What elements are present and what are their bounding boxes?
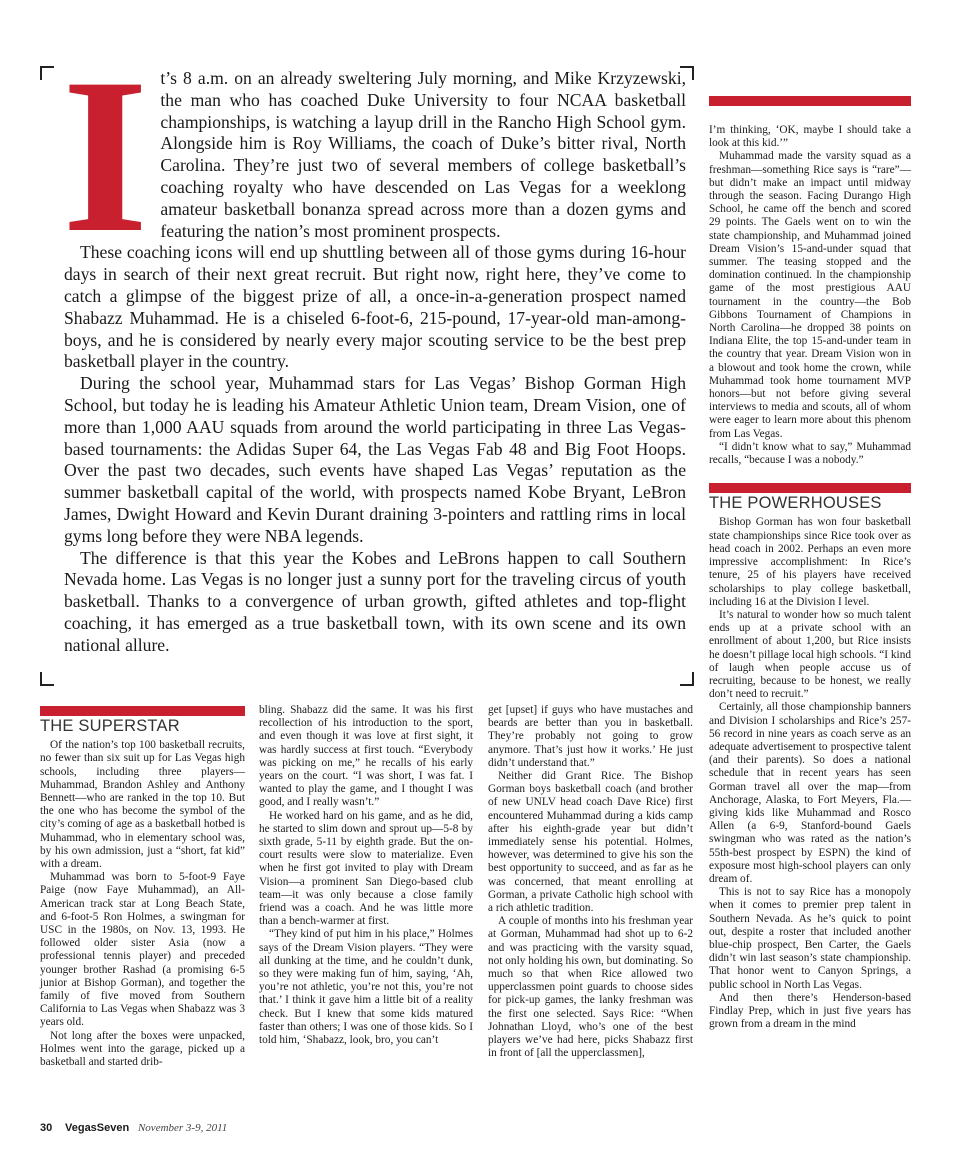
paragraph: And then there’s Henderson-based Findlay Prep, which in just five years has grown from a dream in the mind <box>709 991 911 1031</box>
frame-corner <box>680 672 694 686</box>
column-superstar <box>40 706 245 1069</box>
paragraph: Certainly, all those championship banners and Division I scholarships and Rice’s 257-56 record in nine years as coach serve as an adequate advertisement to prospective talent (and their parents). So does a national schedule that in recent years has seen Gorman travel all over the map—from Anchorage, Alaska, to Fort Meyers, Fla.—giving kids like Muhammad and Rosco Allen (a 6-9, Stanford-bound Gaels swingman who was rated as the nation’s 55th-best prospect by ESPN) the kind of exposure most high-school players can only dream of. <box>709 701 911 885</box>
paragraph: I’m thinking, ‘OK, maybe I should take a look at this kid.’” <box>709 124 911 150</box>
section-heading: THE POWERHOUSES <box>709 494 882 513</box>
page-footer <box>40 1122 227 1134</box>
column-two <box>259 704 473 1047</box>
issue-date: November 3-9, 2011 <box>137 1122 228 1134</box>
page-number: 30 <box>40 1122 53 1134</box>
paragraph: Bishop Gorman has won four basketball state championships since Rice took over as head coach in 2002. Perhaps an even more impressive accomplishment: In Rice’s tenure, 25 of his players have received scholarships to play college basketball, including 16 at the Division I level. <box>709 516 911 608</box>
lead-paragraph: These coaching icons will end up shuttling between all of those gyms during 16-hour days in search of their next great recruit. But right now, right here, they’ve come to catch a glimpse of the biggest prize of all, a once-in-a-generation prospect named Shabazz Muhammad. He is a chiseled 6-foot-6, 215-pound, 17-year-old man-among-boys, and he is considered by nearly every major scouting service to be the best prep basketball player in the country. <box>64 242 686 372</box>
paragraph: “They kind of put him in his place,” Holmes says of the Dream Vision players. “They were all dunking at the time, and he couldn’t dunk, so they were making fun of him, saying, ‘Ah, you’re not athletic, you’re not this, you’re not that.’ I think it gave him a little bit of a reality check. But I knew that some kids matured faster than others; I was one of those kids. So I told him, ‘Shabazz, look, bro, you can’t <box>259 928 473 1047</box>
lead-paragraph: The difference is that this year the Kobes and LeBrons happen to call Southern Nevada home. Las Vegas is no longer just a sunny port for the traveling circus of youth basketball. Thanks to a convergence of urban growth, gifted athletes and top-flight coaching, it has emerged as a true basketball town, with its own scene and its own national allure. <box>64 547 686 655</box>
paragraph: Neither did Grant Rice. The Bishop Gorman boys basketball coach (and brother of new UNLV head coach Dave Rice) first encountered Muhammad during a kids camp after his eighth-grade year but didn’t immediately sense his potential. Holmes, however, was determined to give his son the best opportunity to succeed, and as far as he was concerned, that meant enrolling at Gorman, a private Catholic high school with a rich athletic tradition. <box>488 770 693 915</box>
lead-paragraph: During the school year, Muhammad stars for Las Vegas’ Bishop Gorman High School, but today he is leading his Amateur Athletic Union team, Dream Vision, one of more than 1,000 AAU squads from around the world participating in three Las Vegas-based tournaments: the Adidas Super 64, the Las Vegas Fab 48 and Big Foot Hoops. Over the past two decades, such events have shaped Las Vegas’ reputation as the summer basketball capital of the world, with prospects named Kobe Bryant, LeBron James, Dwight Howard and Kevin Durant draining 3-pointers and rattling rims in local gyms long before they were NBA legends. <box>64 373 686 546</box>
lead-paragraph: t’s 8 a.m. on an already sweltering July morning, and Mike Krzyzewski, the man who has coached Duke University to four NCAA basketball championships, is watching a layup drill in the Rancho High School gym. Alongside him is Roy Williams, the coach of Duke’s bitter rival, North Carolina. They’re just two of several members of college basketball’s coaching royalty who have descended on Las Vegas for a weeklong amateur basketball bonanza spread across more than a dozen gyms and featuring the nation’s most prominent prospects. <box>160 68 686 241</box>
lead-text <box>62 33 686 657</box>
section-bar <box>709 96 911 106</box>
magazine-name: VegasSeven <box>65 1122 130 1134</box>
paragraph: Muhammad made the varsity squad as a freshman—something Rice says is “rare”—but didn’t make an impact until midway through the season. Facing Durango High School, he came off the bench and scored 29 points. The Gaels went on to win the state championship, and Muhammad joined Dream Vision’s 15-and-under squad that summer. The teasing stopped and the domination continued. In the championship game of the most prestigious AAU tournament in the country—the Bob Gibbons Tournament of Champions in North Carolina—he dropped 38 points on Indiana Elite, the top 15-and-under team in the country that year. Dream Vision won in a blowout and took home the crown, while Muhammad took home tournament MVP honors—but not before giving several interviews to media and scouts, all of whom were eager to learn more about this phenom from Las Vegas. <box>709 150 911 440</box>
drop-cap: I <box>62 33 149 279</box>
frame-corner <box>40 66 54 80</box>
paragraph: “I didn’t know what to say,” Muhammad recalls, “because I was a nobody.” <box>709 440 911 467</box>
section-bar <box>40 706 245 716</box>
paragraph: bling. Shabazz did the same. It was his first recollection of his introduction to the sport, and even though it was love at first sight, it was hardly success at first touch. “Everybody was picking on me,” he recalls of his early years on the court. “I was short, I was fat. I wanted to play the game, and I thought I was good, and I really wasn’t.” <box>259 704 473 809</box>
paragraph: He worked hard on his game, and as he did, he started to slim down and sprout up—5-8 by sixth grade, 5-11 by eighth grade. But the on-court results were slow to materialize. Even when he first got invited to play with Dream Vision—a prominent San Diego-based club team—it was only because a close family friend was a coach. And he was little more than a bench-warmer at first. <box>259 809 473 928</box>
paragraph: A couple of months into his freshman year at Gorman, Muhammad had shot up to 6-2 and was practicing with the varsity squad, not only holding his own, but dominating. So much so that when Rice allowed two upperclassmen point guards to choose sides for pick-up games, the lanky freshman was the first one selected. Says Rice: “When Johnathan Lloyd, who’s one of the best players we’ve had here, picks Shabazz first in front of [all the upperclassmen], <box>488 915 693 1060</box>
paragraph: Not long after the boxes were unpacked, Holmes went into the garage, picked up a basketball and started drib- <box>40 1029 245 1069</box>
section-bar <box>709 483 911 493</box>
right-column <box>709 124 911 1031</box>
lead-box <box>40 33 694 686</box>
paragraph: This is not to say Rice has a monopoly when it comes to premier prep talent in Southern Nevada. As he’s quick to point out, despite a roster that included another blue-chip prospect, Ben Carter, the Gaels didn’t win last season’s state championship. That honor went to Canyon Springs, a public school in North Las Vegas. <box>709 886 911 991</box>
frame-corner <box>40 672 54 686</box>
paragraph: It’s natural to wonder how so much talent ends up at a private school with an enrollment of about 1,200, but Rice insists he doesn’t pillage local high schools. “I kind of laugh when people accuse us of recruiting, because to be honest, we really don’t need to recruit.” <box>709 608 911 701</box>
section-heading: THE SUPERSTAR <box>40 717 180 735</box>
paragraph: get [upset] if guys who have mustaches and beards are better than you in basketball. They’re probably not going to grow anymore. That’s just how it works.’ He just didn’t understand that.” <box>488 704 693 769</box>
column-three <box>488 704 693 1060</box>
paragraph: Muhammad was born to 5-foot-9 Faye Paige (now Faye Muhammad), an All-American track star at Long Beach State, and 6-foot-5 Ron Holmes, a swingman for USC in the 1980s, on Nov. 13, 1993. He followed older sister Asia (now a professional tennis player) and preceded younger brother Rashad (a promising 6-5 junior at Bishop Gorman), and together the family of five moved from Southern California to Las Vegas when Shabazz was 3 years old. <box>40 871 245 1029</box>
paragraph: Of the nation’s top 100 basketball recruits, no fewer than six suit up for Las Vegas high schools, including three players—Muhammad, Brandon Ashley and Anthony Bennett—who are ranked in the top 10. But the one who has become the symbol of the city’s coming of age as a basketball hotbed is Muhammad, who in elementary school was, by his own admission, just a “short, fat kid” with a dream. <box>40 739 245 871</box>
